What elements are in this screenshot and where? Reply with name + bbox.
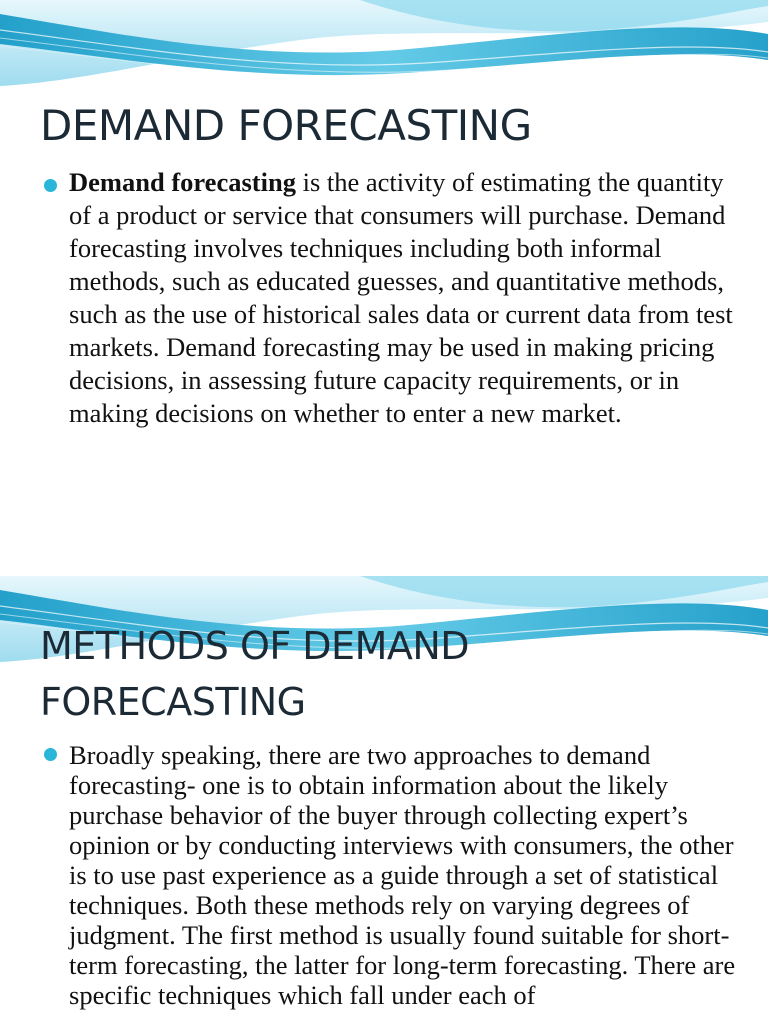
bullet-text — [69, 166, 740, 430]
slide-title: DEMAND FORECASTING — [40, 101, 532, 150]
round-bullet-icon — [44, 748, 57, 761]
bullet-item — [40, 166, 740, 430]
round-bullet-icon — [44, 179, 57, 192]
bullet-item — [40, 740, 740, 1010]
slide-title: METHODS OF DEMAND FORECASTING — [40, 624, 470, 724]
slide-2 — [0, 576, 768, 1024]
bullet-body: is the activity of estimating the quantity of a product or service that consumers will purchase. Demand forecasting involves techniques including both informal methods, such as educated guesses, and quantitative methods, such as the use of historical sales data or current data from test markets. Demand forecasting may be used in making pricing decisions, in assessing future capacity requirements, or in making decisions on whether to enter a new market. — [69, 167, 733, 428]
bullet-lead-term: Demand forecasting — [69, 167, 296, 197]
header-wave-decoration — [0, 0, 768, 90]
bullet-body: Broadly speaking, there are two approaches to demand forecasting- one is to obtain information about the likely purchase behavior of the buyer through collecting expert’s opinion or by conducting interviews with consumers, the other is to use past experience as a guide through a set of statistical techniques. Both these methods rely on varying degrees of judgment. The first method is usually found suitable for short-term forecasting, the latter for long-term forecasting. There are specific techniques which fall under each of — [69, 740, 736, 1010]
slide-separator — [0, 560, 768, 576]
